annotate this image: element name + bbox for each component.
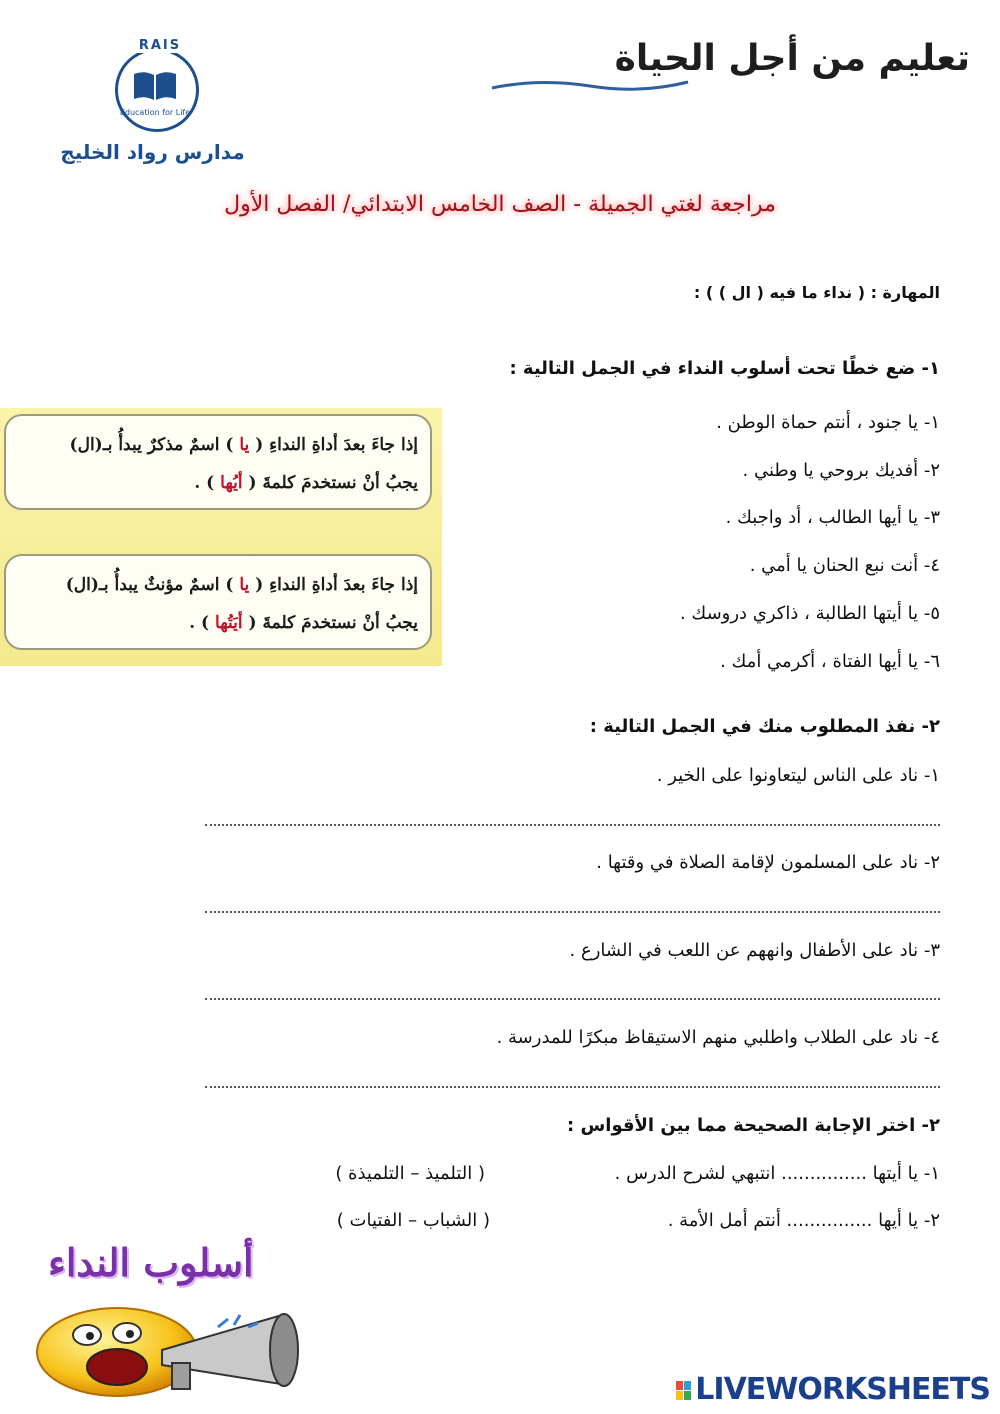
- rule-line: يجبُ أنْ نستخدمَ كلمةَ ( أيَتُها ) .: [189, 613, 418, 633]
- logo-abbr: RAIS: [130, 38, 190, 53]
- question2-item: ٤- ناد على الطلاب واطلبي منهم الاستيقاظ مبكرًا للمدرسة .: [496, 1027, 940, 1048]
- page-title: مراجعة لغتي الجميلة - الصف الخامس الابتدائي/ الفصل الأول: [224, 192, 776, 217]
- book-icon: [132, 70, 178, 102]
- question2-heading: ٢- نفذ المطلوب منك في الجمل التالية :: [589, 716, 940, 737]
- question1-item[interactable]: ١- يا جنود ، أنتم حماة الوطن .: [716, 412, 940, 433]
- rule-box-masculine: [4, 414, 432, 510]
- wave-decoration: [490, 76, 690, 96]
- skill-label: المهارة : ( نداء ما فيه ( ال ) ) :: [693, 283, 940, 302]
- highlight-word: أيَتُها: [215, 613, 243, 633]
- question3-sentence: ١- يا أيتها ............... انتبهي لشرح الدرس .: [614, 1163, 940, 1184]
- answer-line[interactable]: [205, 1086, 940, 1088]
- rule-line: إذا جاءَ بعدَ أداةِ النداءِ ( يا ) اسمٌ مذكرٌ يبدأُ بـ(ال): [69, 435, 418, 455]
- highlight-word: يا: [239, 435, 250, 455]
- answer-line[interactable]: [205, 911, 940, 913]
- question1-item[interactable]: ٤- أنت نبع الحنان يا أمي .: [749, 555, 940, 576]
- question2-item: ٢- ناد على المسلمون لإقامة الصلاة في وقتها .: [596, 852, 940, 873]
- question3-sentence: ٢- يا أيها ............... أنتم أمل الأمة .: [667, 1210, 940, 1231]
- question2-item: ١- ناد على الناس ليتعاونوا على الخير .: [656, 765, 940, 786]
- school-name: مدارس رواد الخليج: [60, 140, 245, 164]
- liveworksheets-logo-icon: [676, 1381, 692, 1401]
- answer-line[interactable]: [205, 824, 940, 826]
- rule-box-feminine: [4, 554, 432, 650]
- lesson-title-art: أسلوب النداء: [48, 1240, 254, 1285]
- school-logo: [60, 38, 260, 173]
- rule-panel: [0, 408, 442, 666]
- question1-item[interactable]: ٢- أفديك بروحي يا وطني .: [742, 460, 940, 481]
- answer-line[interactable]: [205, 998, 940, 1000]
- question1-item[interactable]: ٣- يا أيها الطالب ، أد واجبك .: [725, 507, 940, 528]
- question3-heading: ٢- اختر الإجابة الصحيحة مما بين الأقواس :: [566, 1115, 940, 1136]
- logo-caption: Education for Life: [119, 108, 191, 117]
- rule-line: يجبُ أنْ نستخدمَ كلمةَ ( أيُها ) .: [194, 473, 418, 493]
- slogan-text: تعليم من أجل الحياة: [614, 38, 970, 79]
- question1-heading: ١- ضع خطًا تحت أسلوب النداء في الجمل التالية :: [509, 358, 940, 379]
- question1-item[interactable]: ٦- يا أيها الفتاة ، أكرمي أمك .: [720, 651, 940, 672]
- question3-options[interactable]: ( الشباب – الفتيات ): [336, 1210, 490, 1231]
- highlight-word: أيُها: [220, 473, 243, 493]
- highlight-word: يا: [239, 575, 250, 595]
- question1-item[interactable]: ٥- يا أيتها الطالبة ، ذاكري دروسك .: [679, 603, 940, 624]
- brand-watermark: LIVEWORKSHEETS: [676, 1372, 990, 1407]
- rule-line: إذا جاءَ بعدَ أداةِ النداءِ ( يا ) اسمٌ مؤنثٌ يبدأُ بـ(ال): [65, 575, 418, 595]
- question3-options[interactable]: ( التلميذ – التلميذة ): [335, 1163, 485, 1184]
- megaphone-emoji-icon: [22, 1305, 322, 1400]
- slogan-block: [490, 38, 970, 100]
- question2-item: ٣- ناد على الأطفال وانههم عن اللعب في الشارع .: [569, 940, 940, 961]
